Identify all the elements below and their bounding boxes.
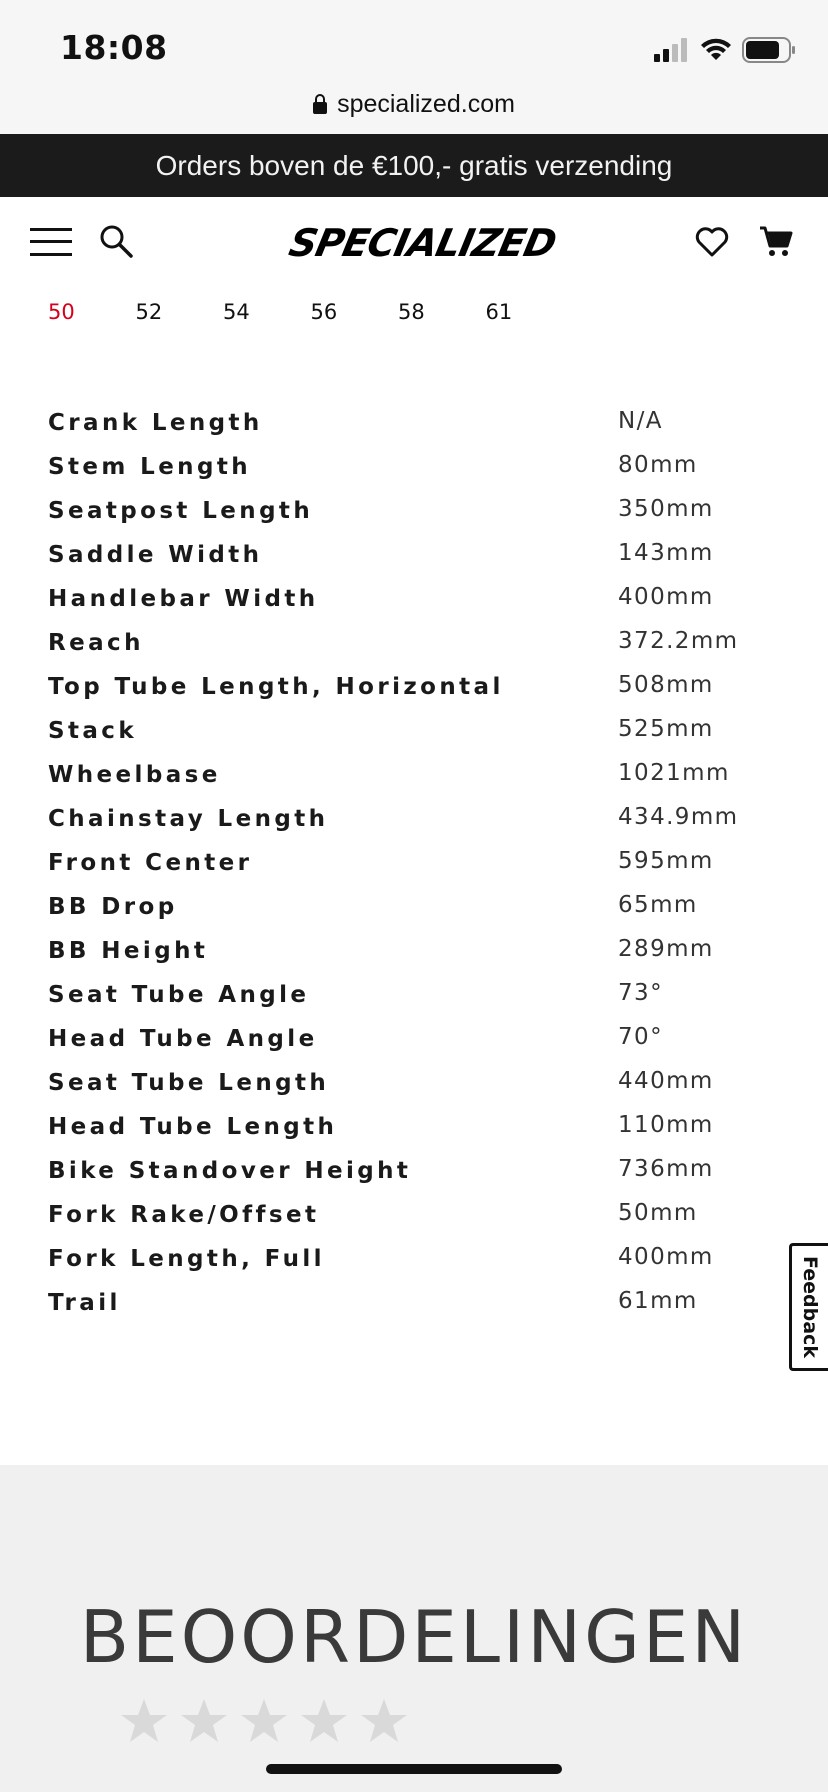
row-label: Seat Tube Length: [48, 1070, 330, 1096]
row-label: Saddle Width: [48, 542, 263, 568]
wishlist-button[interactable]: [694, 225, 730, 259]
status-time: 18:08: [60, 28, 168, 67]
row-label: Stack: [48, 718, 138, 744]
table-row: [48, 492, 768, 536]
row-label: Chainstay Length: [48, 806, 329, 832]
table-row: [48, 536, 768, 580]
table-row: [48, 976, 768, 1020]
row-label: BB Drop: [48, 894, 178, 920]
cart-button[interactable]: [758, 225, 794, 259]
reviews-section: [0, 1465, 828, 1792]
row-label: Seat Tube Angle: [48, 982, 310, 1008]
row-value: 80mm: [618, 452, 698, 478]
row-label: Trail: [48, 1290, 121, 1316]
site-header: [0, 197, 828, 293]
row-label: Seatpost Length: [48, 498, 314, 524]
row-label: Top Tube Length, Horizontal: [48, 674, 504, 700]
row-label: Bike Standover Height: [48, 1158, 412, 1184]
row-value: 350mm: [618, 496, 714, 522]
table-row: [48, 1020, 768, 1064]
row-label: Front Center: [48, 850, 253, 876]
feedback-tab[interactable]: [789, 1243, 828, 1371]
row-value: 400mm: [618, 1244, 714, 1270]
url-bar[interactable]: [0, 84, 828, 124]
table-row: [48, 756, 768, 800]
heart-icon: [695, 227, 729, 257]
row-label: Stem Length: [48, 454, 251, 480]
table-row: [48, 844, 768, 888]
star-rating[interactable]: [120, 1698, 408, 1744]
size-tab-52[interactable]: 52: [135, 300, 163, 324]
table-row: [48, 1196, 768, 1240]
table-row: [48, 404, 768, 448]
row-label: Handlebar Width: [48, 586, 319, 612]
feedback-label: Feedback: [799, 1256, 821, 1358]
row-value: 1021mm: [618, 760, 730, 786]
row-label: Head Tube Length: [48, 1114, 338, 1140]
row-value: 372.2mm: [618, 628, 739, 654]
table-row: [48, 1240, 768, 1284]
signal-icon: [654, 38, 690, 62]
row-value: 525mm: [618, 716, 714, 742]
search-button[interactable]: [98, 223, 134, 259]
menu-icon: [30, 227, 72, 257]
status-icons: [654, 36, 796, 64]
row-value: 70°: [618, 1024, 663, 1050]
row-label: Fork Length, Full: [48, 1246, 325, 1272]
star-icon: [300, 1698, 348, 1744]
battery-icon: [742, 37, 796, 63]
table-row: [48, 448, 768, 492]
row-value: 73°: [618, 980, 663, 1006]
star-icon: [360, 1698, 408, 1744]
logo-text: SPECIALIZED: [285, 221, 561, 265]
table-row: [48, 1284, 768, 1328]
star-icon: [120, 1698, 168, 1744]
promo-text: Orders boven de €100,- gratis verzending: [155, 149, 673, 181]
row-value: 289mm: [618, 936, 714, 962]
size-tabs: [48, 300, 573, 324]
table-row: [48, 712, 768, 756]
table-row: [48, 580, 768, 624]
row-value: 61mm: [618, 1288, 698, 1314]
size-tab-56[interactable]: 56: [310, 300, 338, 324]
row-value: 434.9mm: [618, 804, 739, 830]
size-tab-54[interactable]: 54: [223, 300, 250, 324]
row-value: 595mm: [618, 848, 714, 874]
table-row: [48, 624, 768, 668]
row-value: 400mm: [618, 584, 714, 610]
row-label: Fork Rake/Offset: [48, 1202, 320, 1228]
home-indicator: [266, 1764, 562, 1774]
row-value: 143mm: [618, 540, 714, 566]
row-label: Crank Length: [48, 410, 263, 436]
row-label: BB Height: [48, 938, 209, 964]
geometry-table: [48, 404, 768, 1328]
logo[interactable]: [285, 221, 561, 265]
cart-icon: [759, 226, 793, 258]
lock-icon: [313, 94, 327, 114]
size-tab-50[interactable]: 50: [48, 300, 75, 324]
table-row: [48, 800, 768, 844]
menu-button[interactable]: [30, 225, 72, 259]
row-value: 440mm: [618, 1068, 714, 1094]
search-icon: [99, 224, 133, 258]
star-icon: [240, 1698, 288, 1744]
table-row: [48, 888, 768, 932]
table-row: [48, 1108, 768, 1152]
url-text: specialized.com: [337, 89, 515, 118]
row-label: Head Tube Angle: [48, 1026, 318, 1052]
row-value: 65mm: [618, 892, 698, 918]
table-row: [48, 1064, 768, 1108]
star-icon: [180, 1698, 228, 1744]
row-value: N/A: [618, 408, 663, 434]
size-tab-61[interactable]: 61: [485, 300, 513, 324]
row-value: 736mm: [618, 1156, 714, 1182]
table-row: [48, 668, 768, 712]
status-bar: [0, 0, 828, 134]
row-label: Wheelbase: [48, 762, 221, 788]
wifi-icon: [700, 38, 732, 62]
promo-banner[interactable]: [0, 134, 828, 197]
row-value: 508mm: [618, 672, 714, 698]
row-value: 50mm: [618, 1200, 698, 1226]
row-label: Reach: [48, 630, 144, 656]
reviews-title: BEOORDELINGEN: [79, 1595, 749, 1679]
row-value: 110mm: [618, 1112, 714, 1138]
table-row: [48, 1152, 768, 1196]
table-row: [48, 932, 768, 976]
size-tab-58[interactable]: 58: [398, 300, 425, 324]
